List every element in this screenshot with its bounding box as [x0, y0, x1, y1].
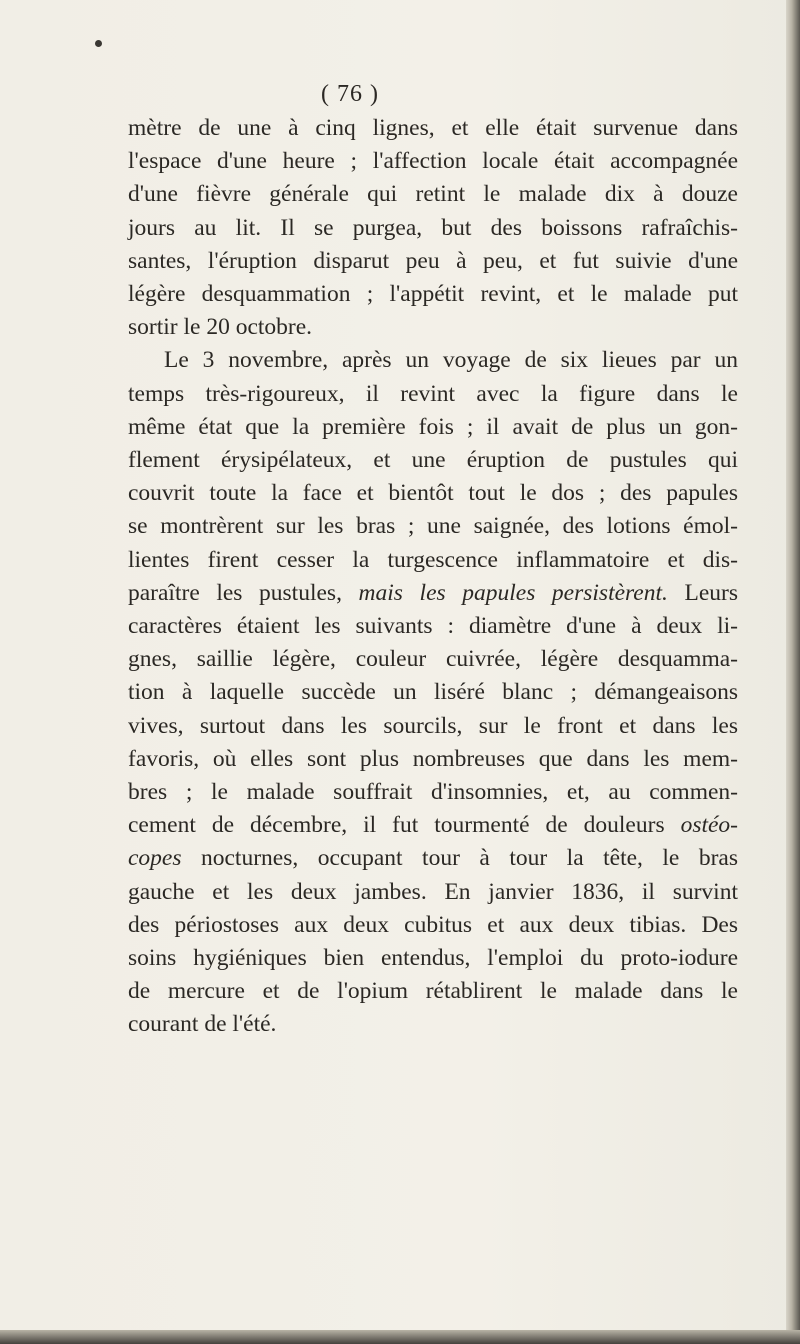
text-line-5: santes, l'éruption disparut peu à peu, et fut suivie d'une	[128, 247, 738, 274]
text-line-1: mètre de une à cinq lignes, et elle était survenue dans	[128, 115, 738, 141]
italic-word: ostéo-	[680, 812, 738, 839]
italic-phrase: mais les papules persistèrent.	[358, 579, 668, 606]
text-line-15: paraître les pustules, mais les papules persistèrent. Leurs	[128, 579, 738, 606]
text-line-28: courant de l'été.	[128, 1011, 277, 1038]
text-line-18: tion à laquelle succède un liséré blanc ; démangeaisons	[128, 679, 738, 706]
text-line-12: couvrit toute la face et bientôt tout le dos ; des papules	[128, 480, 738, 507]
text-line-17: gnes, saillie légère, couleur cuivrée, légère desquamma-	[128, 646, 738, 673]
text-line-3: d'une fièvre générale qui retint le malade dix à douze	[128, 181, 738, 208]
text-line-2: l'espace d'une heure ; l'affection locale était accompagnée	[128, 148, 738, 175]
text-line-16: caractères étaient les suivants : diamètre d'une à deux li-	[128, 613, 738, 640]
text-line-4: jours au lit. Il se purgea, but des boissons rafraîchis-	[128, 214, 738, 241]
text-line-23: copes nocturnes, occupant tour à tour la tête, le bras	[128, 845, 738, 872]
text-line-24: gauche et les deux jambes. En janvier 1836, il survint	[128, 878, 738, 905]
text-line-11: flement érysipélateux, et une éruption de pustules qui	[128, 447, 738, 474]
italic-word: copes	[128, 845, 182, 872]
text-line-22: cement de décembre, il fut tourmenté de douleurs ostéo-	[128, 812, 738, 839]
page-edge-right	[786, 0, 800, 1344]
text-line-10: même état que la première fois ; il avait de plus un gon-	[128, 413, 738, 440]
text-line-20: favoris, où elles sont plus nombreuses que dans les mem-	[128, 745, 738, 772]
ink-dot	[95, 40, 102, 47]
text-line-14: lientes firent cesser la turgescence inflammatoire et dis-	[128, 546, 738, 573]
text-line-25: des périostoses aux deux cubitus et aux deux tibias. Des	[128, 911, 738, 938]
body-text	[128, 112, 738, 1042]
text-line-6: légère desquammation ; l'appétit revint, et le malade put	[128, 281, 738, 308]
text-line-19: vives, surtout dans les sourcils, sur le front et dans les	[128, 712, 738, 739]
text-line-13: se montrèrent sur les bras ; une saignée, des lotions émol-	[128, 513, 738, 540]
text-line-21: bres ; le malade souffrait d'insomnies, et, au commen-	[128, 779, 738, 806]
text-line-9: temps très-rigoureux, il revint avec la figure dans le	[128, 380, 738, 407]
text-line-8: Le 3 novembre, après un voyage de six lieues par un	[164, 347, 738, 374]
page-edge-bottom	[0, 1330, 800, 1344]
text-line-26: soins hygiéniques bien entendus, l'emploi du proto-iodure	[128, 945, 738, 972]
text-line-27: de mercure et de l'opium rétablirent le malade dans le	[128, 978, 738, 1005]
text-line-7: sortir le 20 octobre.	[128, 314, 313, 341]
page-number: ( 76 )	[321, 81, 379, 107]
